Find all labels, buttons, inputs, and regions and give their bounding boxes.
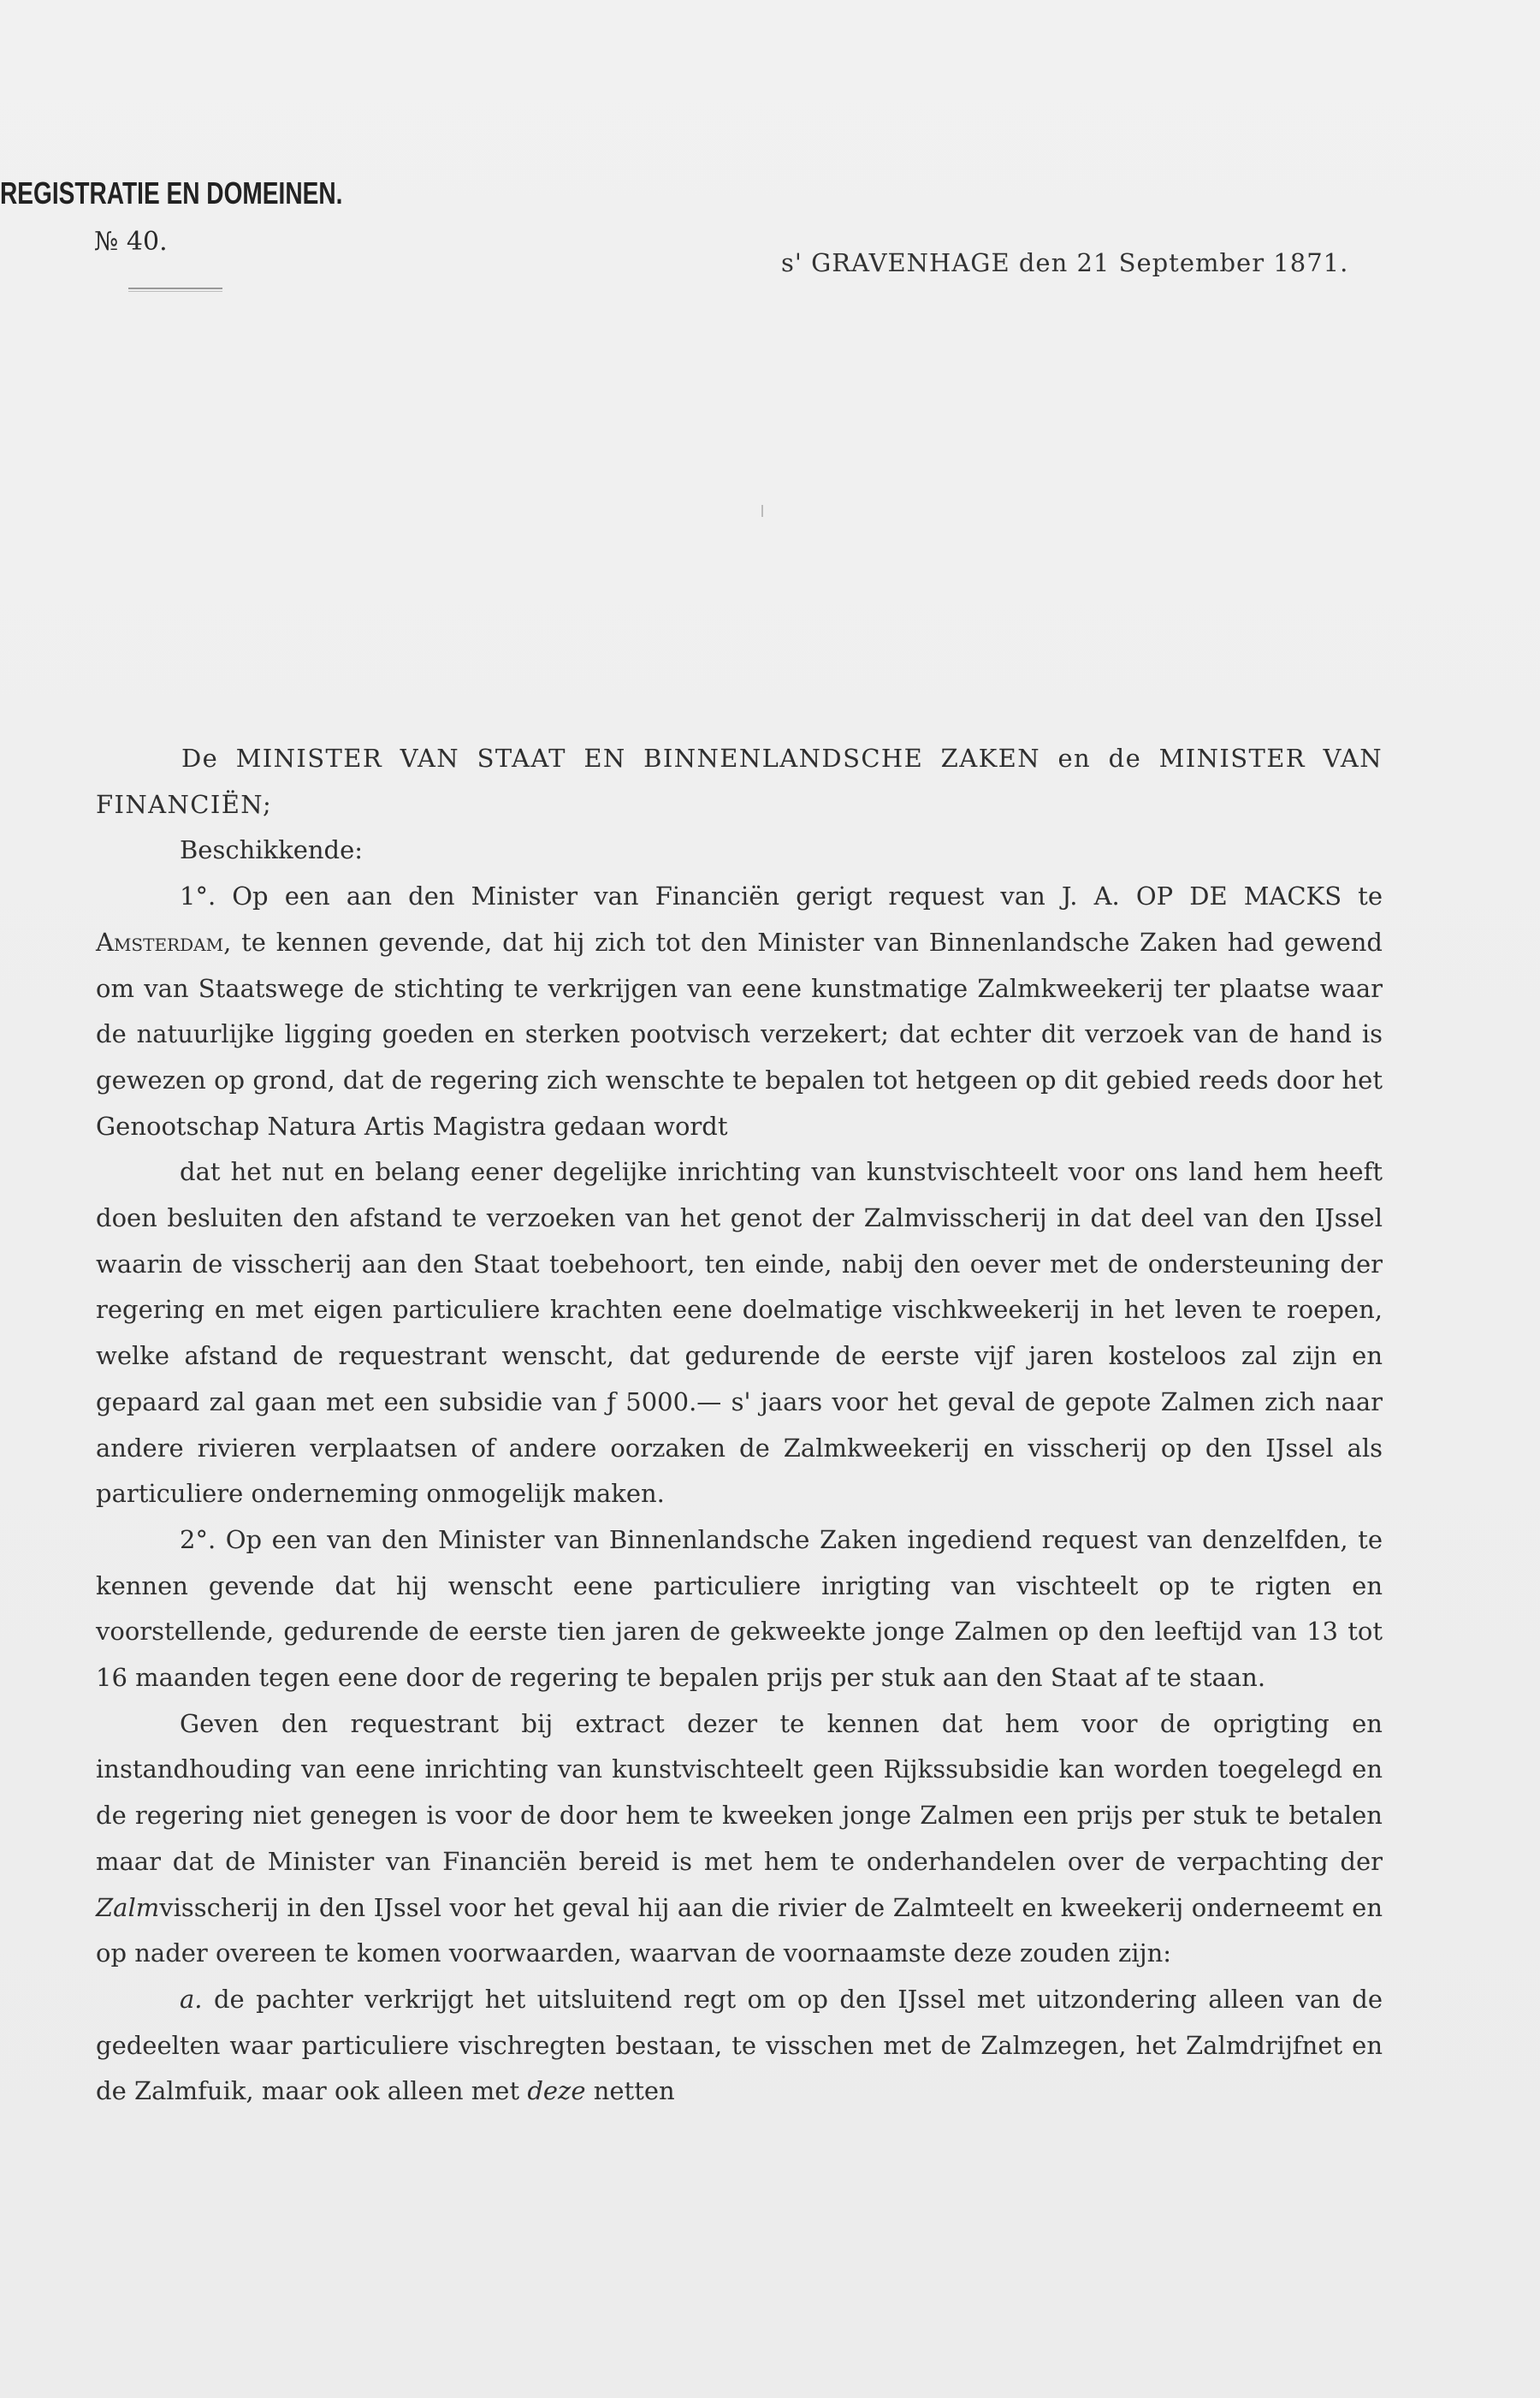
dat-paragraph: dat het nut en belang eener degelijke inrichting van kunstvischteelt voor ons land hem heeft doen besluiten den afstand te verzoeken van het genot der Zalmvisscherij in dat deel van den IJssel waarin de visscherij aan den Staat toebehoort, ten einde, nabij den oever met de ondersteuning der regering en met eigen particuliere krachten eene doelmatige vischkweekerij in het leven te roepen, welke afstand de requestrant wenscht, dat gedurende de eerste vijf jaren kosteloos zal zijn en gepaard zal gaan met een subsidie van ƒ 5000.— s' jaars voor het geval de gepote Zalmen zich naar andere rivieren verplaatsen of andere oorzaken de Zalmkweekerij en visscherij op den IJssel als particuliere onderneming onmogelijk maken. [96, 1157, 1383, 1509]
intro-paragraph: De MINISTER VAN STAAT EN BINNENLANDSCHE ZAKEN en de MINISTER VAN FINANCIËN; [96, 744, 1383, 819]
department-header [0, 175, 439, 211]
item-a-letter: a. [180, 1984, 203, 2014]
item-1-city: Amsterdam [96, 927, 224, 957]
item-1-rest: , te kennen gevende, dat hij zich tot den Minister van Binnenlandsche Zaken had gewend om van Staatswege de stichting te verkrijgen van eene kunstmatige Zalmkweekerij ter plaatse waar de natuurlijke ligging goeden en sterken pootvisch verzekert; dat echter dit verzoek van de hand is gewezen op grond, dat de regering zich wenschte te bepalen tot hetgeen op dit gebied reeds door het Genootschap Natura Artis Magistra gedaan wordt [96, 927, 1383, 1141]
document-number: № 40. [94, 227, 168, 257]
geven-paragraph [96, 1701, 1383, 1977]
item-1-number: 1°. [180, 881, 216, 911]
item-a-end: netten [593, 2076, 675, 2106]
paper-speck [761, 505, 763, 517]
place-and-date: s' GRAVENHAGE den 21 September 1871. [781, 248, 1349, 277]
beschikkende-line: Beschikkende: [180, 835, 364, 865]
item-1-paragraph [96, 874, 1383, 1149]
department-name: REGISTRATIE EN DOMEINEN. [0, 175, 343, 211]
item-a-lead: de pachter verkrijgt het uitsluitend regt om op den IJssel met uitzondering alleen van de gedeelten waar particuliere vischregten bestaan, te visschen met de Zalmzegen, het Zalmdrijfnet en de Zalmfuik, maar ook alleen met [96, 1984, 1383, 2106]
geven-rest: visscherij in den IJssel voor het geval hij aan die rivier de Zalmteelt en kweekerij onderneemt en op nader overeen te komen voorwaarden, waarvan de voornaamste deze zouden zijn: [96, 1892, 1383, 1968]
item-1-lead: Op een aan den Minister van Financiën gerigt request van J. A. OP DE MACKS te [232, 881, 1383, 911]
item-a-deze-italic: deze [527, 2076, 586, 2106]
geven-zalm-italic: Zalm [96, 1892, 160, 1922]
item-2-paragraph: 2°. Op een van den Minister van Binnenlandsche Zaken ingediend request van denzelfden, te kennen gevende dat hij wenscht eene particuliere inrigting van vischteelt op te rigten en voorstellende, gedurende de eerste tien jaren de gekweekte jonge Zalmen op den leeftijd van 13 tot 16 maanden tegen eene door de regering te bepalen prijs per stuk aan den Staat af te staan. [96, 1524, 1383, 1693]
item-a-paragraph [96, 1977, 1383, 2115]
decree-body [96, 736, 1383, 2115]
number-underline [128, 288, 222, 292]
geven-lead: Geven den requestrant bij extract dezer te kennen dat hem voor de oprigting en instandhouding van eene inrichting van kunstvischteelt geen Rijkssubsidie kan worden toegelegd en de regering niet genegen is voor de door hem te kweeken jonge Zalmen een prijs per stuk te betalen maar dat de Minister van Financiën bereid is met hem te onderhandelen over de verpachting der [96, 1708, 1383, 1876]
